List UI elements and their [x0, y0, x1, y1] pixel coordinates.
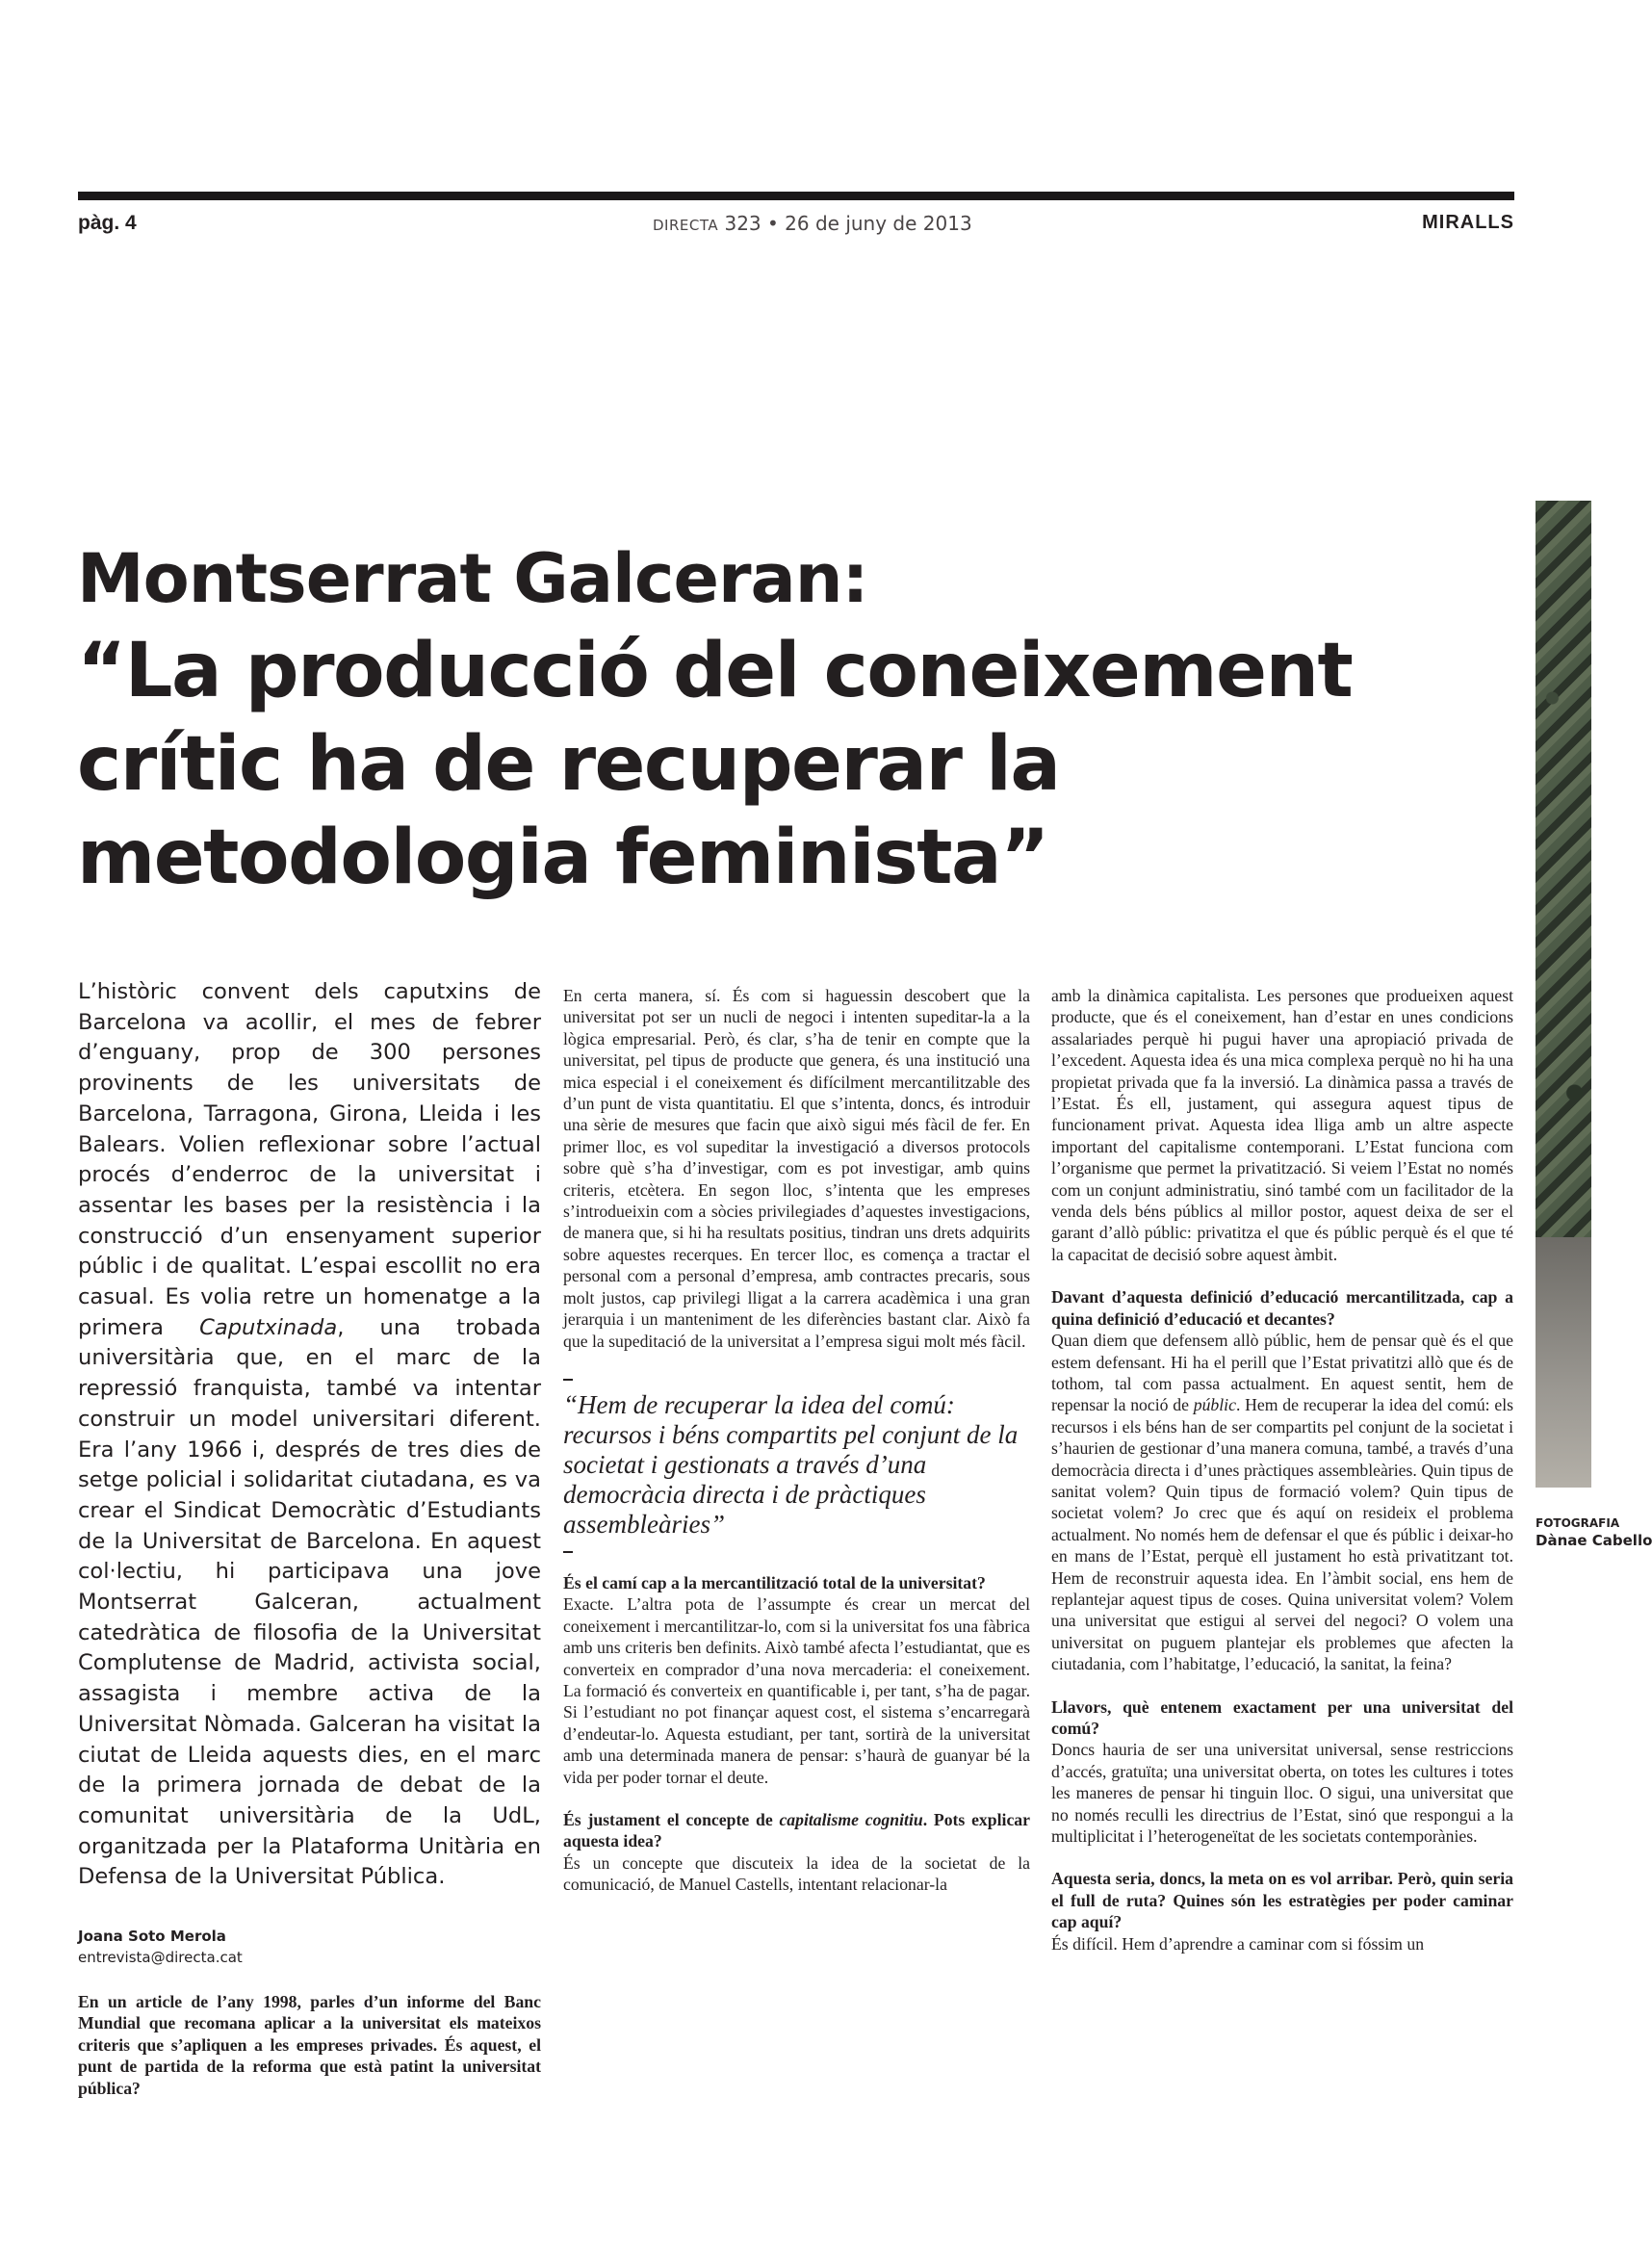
headline-quote-line: “La producció del coneixement — [77, 628, 1353, 714]
headline-name: Montserrat Galceran: — [77, 539, 868, 618]
lead-paragraph — [78, 977, 541, 1893]
portrait-photo — [1536, 501, 1591, 1488]
interview-question — [563, 1809, 1030, 1852]
page-number: pàg. 4 — [78, 212, 137, 234]
section-name: MIRALLS — [1422, 212, 1514, 233]
question-italic-term: capitalisme cognitiu — [779, 1809, 923, 1829]
question-text: És justament el concepte de — [563, 1809, 780, 1829]
interview-question: És el camí cap a la mercantilització total de la universitat? — [563, 1572, 986, 1592]
interview-answer: Exacte. L’altra pota de l’assumpte és crear un mercat del coneixement i mercantilitzar-lo, com si la universitat fos una fàbrica amb uns criteris ben definits. Això també afecta l’estudiantat, que es converteix en comprador d’una nova mercaderia: el coneixement. La formació és converteix en quantificable i, per tant, s’ha de pagar. Si l’estudiant no pot finançar aquest cost, el sistema s’encarregarà d’endeutar-lo. Aquesta estudiant, per tant, sortirà de la universitat amb una determinada manera de pensar: s’haurà de guanyar bé la vida per poder tornar el deute. — [563, 1594, 1030, 1787]
question-text: En un article de l’any 1998, parles d’un informe del Banc Mundial que recomana aplicar a la universitat els mateixos criteris que s’apliquen a les empreses privades. És aquest, el punt de partida de la reforma que està patint la universitat pública? — [78, 1992, 541, 2098]
article-column-2 — [563, 985, 1030, 1896]
interview-answer: És un concepte que discuteix la idea de la societat de la comunicació, de Manuel Castells, intentant relacionar-la — [563, 1852, 1030, 1895]
lead-italic-title: Caputxinada — [199, 1314, 338, 1340]
interview-answer — [1051, 1330, 1513, 1675]
interview-question: Davant d’aquesta definició d’educació mercantilitzada, cap a quina definició d’educació et decantes? — [1051, 1287, 1513, 1329]
question-text: . Pots explicar aquesta idea? — [563, 1809, 1030, 1851]
issue-info — [653, 212, 972, 235]
pull-quote-rule — [563, 1551, 573, 1553]
photo-credit — [1536, 1516, 1652, 1549]
interview-question — [78, 1991, 541, 2099]
interview-answer-continued: amb la dinàmica capitalista. Les persones que produeixen aquest producte, que és el coneixement, han d’estar en unes condicions assalariades perquè hi pugui haver una apropiació privada de l’excedent. Aquesta idea és una mica complexa perquè no hi ha una propietat privada que fa la inversió. La dinàmica passa a través de l’Estat. És ell, justament, qui assegura aquest tipus de funcionament privat. Aquesta idea lliga amb un altre aspecte important del capitalisme contemporani. L’Estat funciona com l’organisme que permet la privatització. Si veiem l’Estat no només com un conjunt administratiu, sinó també com un facilitador de la venda dels béns públics al millor postor, aquest deixa de ser el garant d’allò públic: privatitza el que és públic perquè és el que té la capacitat de decisió sobre aquest àmbit. — [1051, 986, 1513, 1264]
header-rule — [78, 192, 1514, 200]
publication-name: DIRECTA — [653, 217, 719, 234]
interview-answer: Doncs hauria de ser una universitat universal, sense restriccions d’accés, gratuïta; una universitat oberta, on totes les cultures i totes les maneres de pensar hi tinguin lloc. O sigui, una universitat que no només reculli les directrius de l’Estat, sinó que respongui a la multiplicitat i l’heterogeneïtat de les societats contemporànies. — [1051, 1740, 1513, 1847]
photo-credit-name: Dànae Cabello — [1536, 1532, 1652, 1549]
pull-quote — [563, 1379, 1030, 1553]
author-email: entrevista@directa.cat — [78, 1949, 243, 1966]
issue-date: 323 • 26 de juny de 2013 — [724, 212, 972, 235]
headline-quote-line: crític ha de recuperar la — [77, 721, 1060, 808]
interview-question: Aquesta seria, doncs, la meta on es vol arribar. Però, quin seria el full de ruta? Quines són les estratègies per poder caminar cap aquí? — [1051, 1869, 1513, 1932]
headline — [77, 532, 1463, 905]
author-name: Joana Soto Merola — [78, 1928, 226, 1945]
byline — [78, 1928, 243, 1966]
interview-answer: En certa manera, sí. És com si haguessin descobert que la universitat pot ser un nucli de negoci i intenten supeditar-la a la lògica empresarial. Però, és clar, s’ha de tenir en compte que la universitat, pel tipus de producte que genera, és una institució una mica especial i el coneixement és difícilment mercantilitzable des d’un punt de vista quantitatiu. El que s’intenta, doncs, és introduir una sèrie de mesures que facin que això sigui més fàcil de fer. En primer lloc, es vol supeditar la investigació a diversos protocols sobre què s’ha d’investigar, com es pot investigar, amb quins criteris, etcètera. En segon lloc, s’intenta que les empreses s’introdueixin com a sòcies privilegiades d’aquestes investigacions, de manera que, si hi ha resultats positius, tindran uns drets adquirits sobre aquestes recerques. En tercer lloc, es comença a tractar el personal com a personal d’empresa, amb contractes precaris, sous molt justos, cap privilegi lligat a la carrera acadèmica i una gran jerarquia i un manteniment de les diferències bastant clar. Això fa que la supeditació de la universitat a l’empresa sigui molt més fàcil. — [563, 986, 1030, 1351]
pull-quote-text: “Hem de recuperar la idea del comú: recursos i béns compartits pel conjunt de la societat i gestionats a través d’una democràcia directa i de pràctiques assembleàries” — [563, 1389, 1019, 1539]
article-column-1 — [78, 1991, 541, 2099]
answer-text: . Hem de recuperar la idea del comú: els recursos i els béns han de ser compartits pel conjunt de la societat i s’haurien de gestionar d’una manera comuna, també, a través d’una democràcia directa i d’unes pràctiques assembleàries. Quin tipus de sanitat volem? Quin tipus de formació volem? Quin tipus de societat volem? Jo crec que és aquí on resideix el problema actualment. No només hem de defensar el que és públic i deixar-ho en mans de l’Estat, perquè ell justament ho està privatitzant tot. Hem de reconstruir aquesta idea. En l’àmbit social, ens hem de replantejar aquest tipus de coses. Quina universitat volem? Volem una universitat que estigui al servei del negoci? O volem una universitat on puguem plantejar els problemes que afecten la ciutadania, com l’habitatge, l’educació, la sanitat, la feina? — [1051, 1395, 1513, 1674]
lead-text: , una trobada universitària que, en el marc de la repressió franquista, també va intentar construir un model universitari diferent. Era l’any 1966 i, després de tres dies de setge policial i solidaritat ciutadana, es va crear el Sindicat Democràtic d’Estudiants de la Universitat de Barcelona. En aquest col·lectiu, hi participava una jove Montserrat Galceran, actualment catedràtica de filosofia de la Universitat Complutense de Madrid, activista social, assagista i membre activa de la Universitat Nòmada. Galceran ha visitat la ciutat de Lleida aquests dies, en el marc de la primera jornada de debat de la comunitat universitària de la UdL, organitzada per la Plataforma Unitària en Defensa de la Universitat Pública. — [78, 1314, 541, 1890]
pull-quote-rule — [563, 1379, 573, 1381]
interview-answer: És difícil. Hem d’aprendre a caminar com si fóssim un — [1051, 1933, 1425, 1954]
article-column-3 — [1051, 985, 1513, 1954]
interview-question: Llavors, què entenem exactament per una universitat del comú? — [1051, 1696, 1513, 1738]
photo-credit-label: FOTOGRAFIA — [1536, 1516, 1620, 1530]
lead-text: L’històric convent dels caputxins de Barcelona va acollir, el mes de febrer d’enguany, prop de 300 persones provinents de les universitats de Barcelona, Tarragona, Girona, Lleida i les Balears. Volien reflexionar sobre l’actual procés d’enderroc de la universitat i assentar les bases per la resistència i la construcció d’un ensenyament superior públic i de qualitat. L’espai escollit no era casual. Es volia retre un homenatge a la primera — [78, 979, 541, 1340]
answer-text: Quan diem que defensem allò públic, hem de pensar què és el que estem defensant. Hi ha el perill que l’Estat privatitzi allò que és de tothom, tal com passa actualment. En aquest sentit, hem de repensar la noció de — [1051, 1331, 1513, 1415]
headline-quote-line: metodologia feminista” — [77, 815, 1048, 901]
answer-italic-term: públic — [1193, 1395, 1236, 1415]
